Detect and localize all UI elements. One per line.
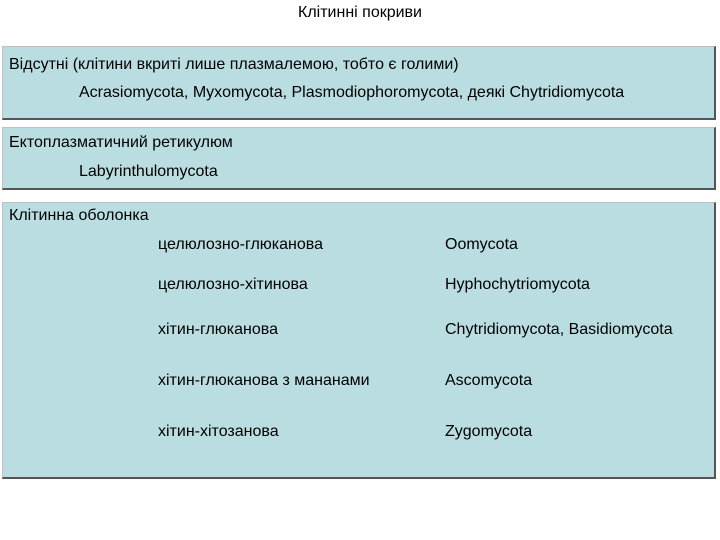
wall-composition: хітин-глюканова з мананами — [158, 372, 370, 389]
wall-taxa: Zygomycota — [445, 423, 533, 440]
wall-taxa: Hyphochytriomycota — [445, 276, 590, 293]
cell-wall-box — [2, 202, 716, 479]
wall-composition: целюлозно-хітинова — [158, 276, 308, 293]
absent-coverings-box — [2, 46, 716, 120]
box-heading: Клітинна оболонка — [9, 207, 149, 224]
wall-taxa: Oomycota — [445, 236, 518, 253]
wall-taxa: Chytridiomycota, Basidiomycota — [445, 321, 673, 338]
taxa-list: Acrasiomycota, Myxomycota, Plasmodiophoromycota, деякі Chytridiomycota — [79, 84, 625, 101]
wall-taxa: Ascomycota — [445, 372, 533, 389]
page-title: Клітинні покриви — [298, 4, 422, 21]
wall-composition: хітин-хітозанова — [158, 423, 279, 440]
taxa-list: Labyrinthulomycota — [79, 163, 218, 180]
wall-composition: хітин-глюканова — [158, 321, 279, 338]
box-heading: Ектоплазматичний ретикулюм — [9, 134, 233, 151]
ectoplasmic-reticulum-box — [2, 127, 716, 190]
wall-composition: целюлозно-глюканова — [158, 236, 323, 253]
box-heading: Відсутні (клітини вкриті лише плазмалемою, тобто є голими) — [9, 56, 459, 73]
